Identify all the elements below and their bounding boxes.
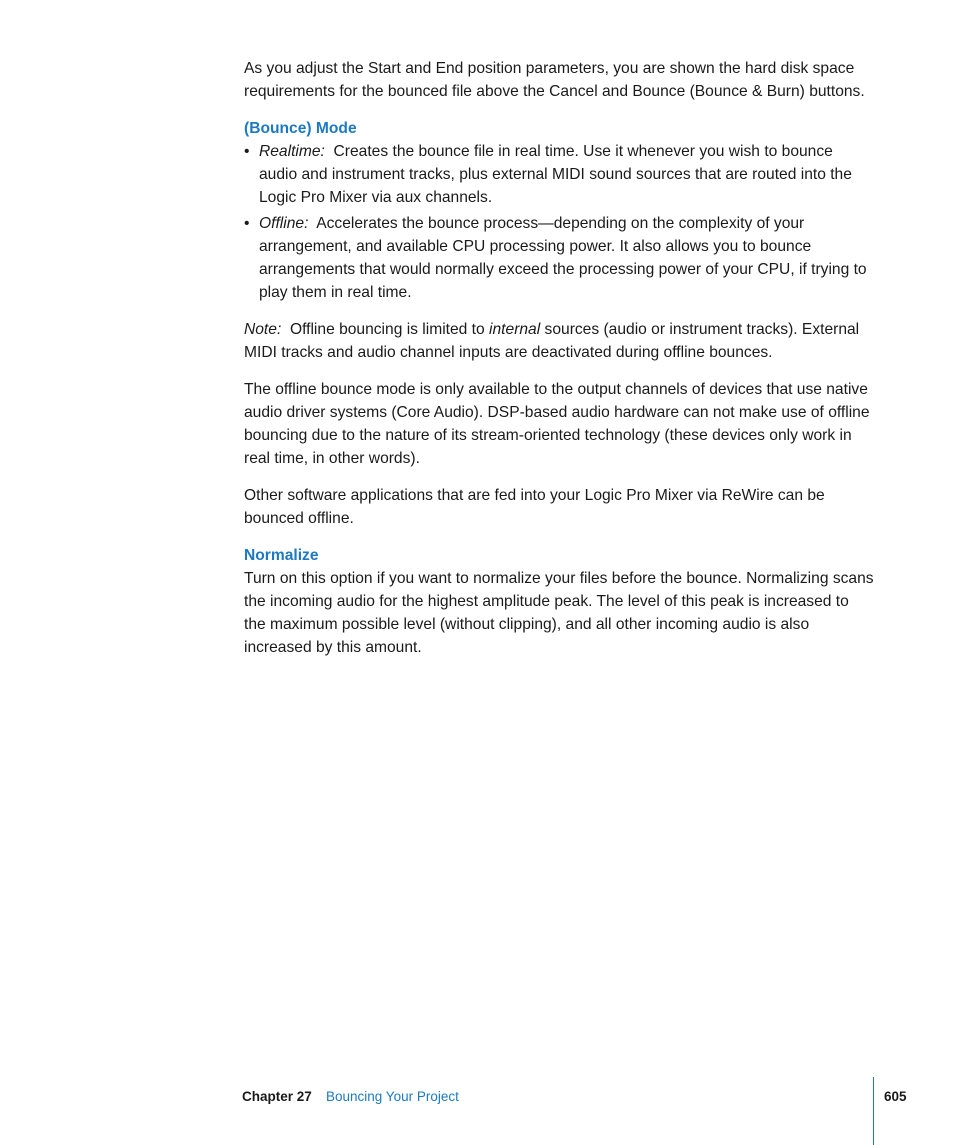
page-body <box>244 57 874 673</box>
offline-paragraph: The offline bounce mode is only available to the output channels of devices that use native audio driver systems (Core Audio). DSP-based audio hardware can not make use of offline bouncing due to the nature of its stream-oriented technology (these devices only work in real time, in other words). <box>244 381 870 467</box>
intro-paragraph: As you adjust the Start and End position parameters, you are shown the hard disk space requirements for the bounced file above the Cancel and Bounce (Bounce & Burn) buttons. <box>244 60 865 100</box>
note-text-after: sources (audio or instrument tracks). External MIDI tracks and audio channel inputs are deactivated during offline bounces. <box>244 321 860 361</box>
chapter-title-link[interactable]: Bouncing Your Project <box>326 1089 459 1104</box>
bullet: • <box>244 215 250 232</box>
footer-divider <box>873 1077 874 1145</box>
note-paragraph <box>244 318 874 364</box>
list-item-text: Creates the bounce file in real time. Use it whenever you wish to bounce audio and instrument tracks, plus external MIDI sound sources that are routed into the Logic Pro Mixer via aux channels. <box>259 143 852 206</box>
note-emphasis: internal <box>489 321 541 338</box>
list-item <box>244 140 874 209</box>
list-item-text: Accelerates the bounce process—depending on the complexity of your arrangement, and available CPU processing power. It also allows you to bounce arrangements that would normally exceed the processing power of your CPU, if trying to play them in real time. <box>259 215 867 301</box>
page-number: 605 <box>884 1089 907 1104</box>
page-footer <box>0 1089 954 1119</box>
note-label: Note: <box>244 321 282 338</box>
bullet: • <box>244 143 250 160</box>
list-item-term: Offline: <box>259 215 309 232</box>
normalize-paragraph: Turn on this option if you want to normalize your files before the bounce. Normalizing scans the incoming audio for the highest amplitude peak. The level of this peak is increased to the maximum possible level (without clipping), and all other incoming audio is also increased by this amount. <box>244 570 874 656</box>
note-text-before: Offline bouncing is limited to <box>289 321 485 338</box>
list-item-term: Realtime: <box>259 143 325 160</box>
list-item <box>244 212 874 304</box>
bounce-mode-heading: (Bounce) Mode <box>244 120 357 137</box>
rewire-paragraph: Other software applications that are fed into your Logic Pro Mixer via ReWire can be bounced offline. <box>244 487 825 527</box>
bounce-mode-list <box>244 140 874 304</box>
normalize-heading: Normalize <box>244 547 319 564</box>
chapter-label: Chapter 27 <box>242 1089 312 1104</box>
